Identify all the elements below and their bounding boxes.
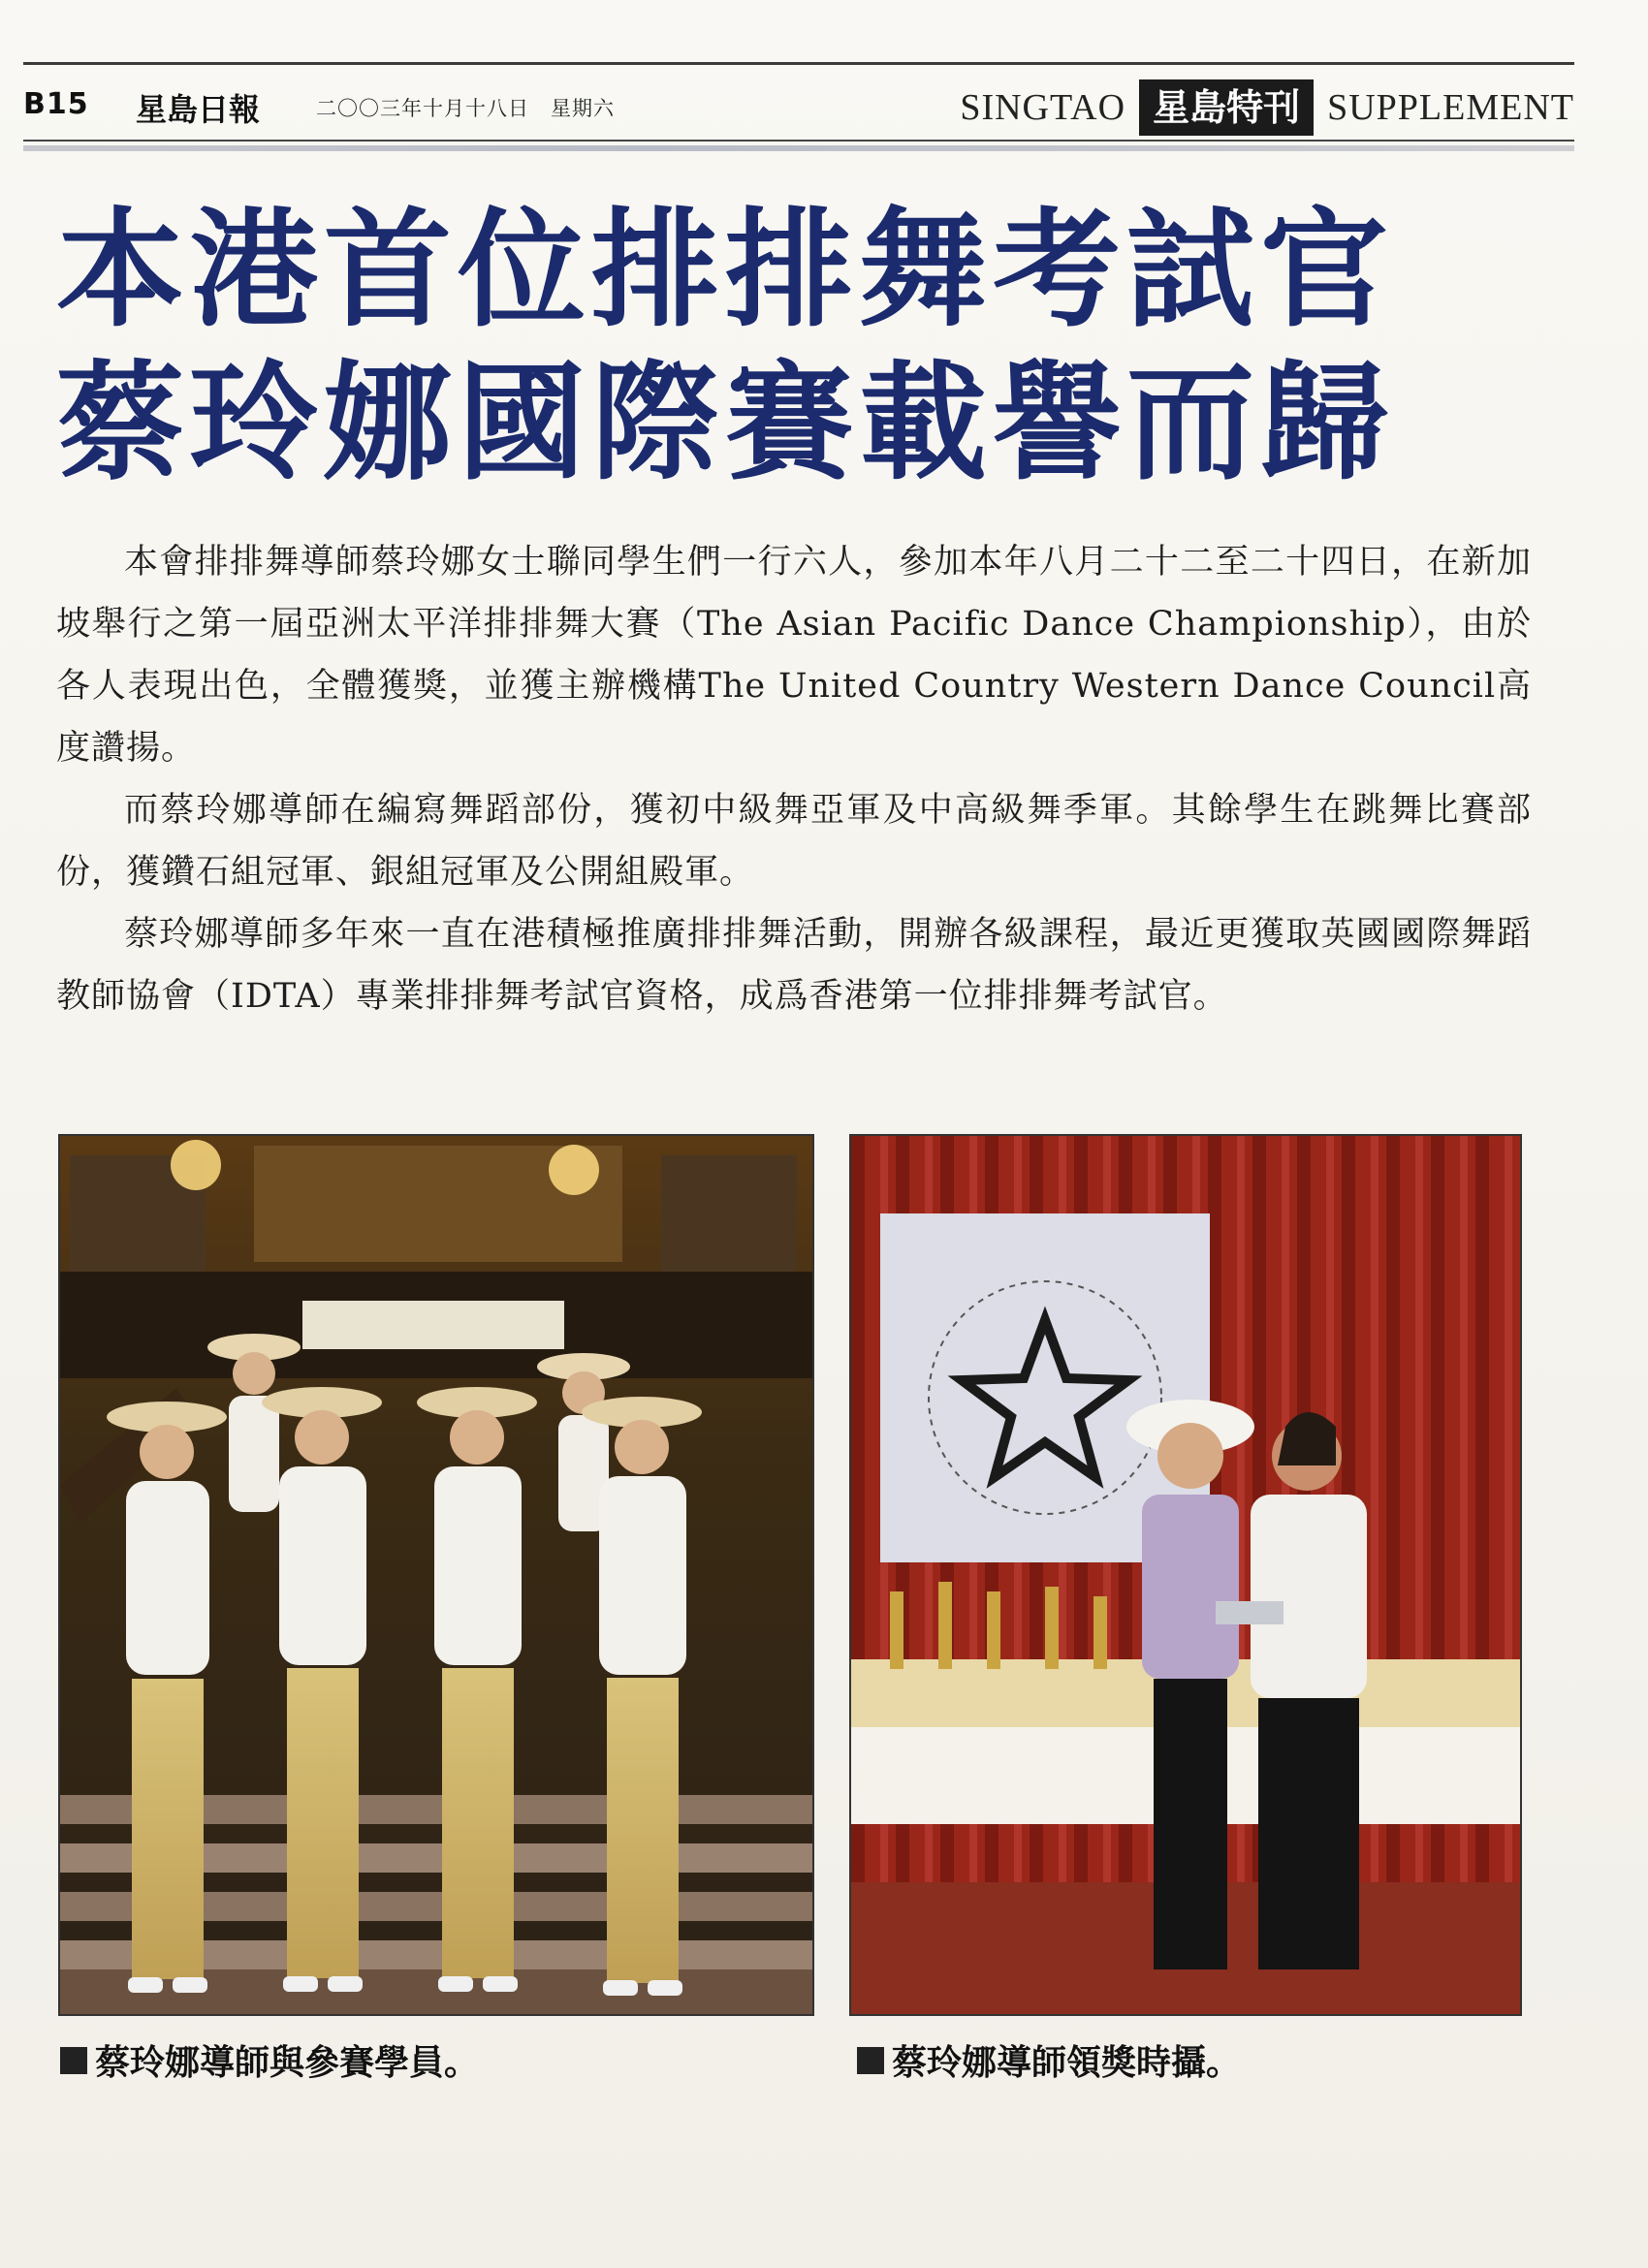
- caption-bullet: [857, 2047, 884, 2074]
- caption-left-text: 蔡玲娜導師與參賽學員。: [95, 2043, 480, 2083]
- header-band: [23, 145, 1574, 151]
- photo-award: [849, 1134, 1522, 2016]
- page-number: B15: [23, 87, 89, 121]
- issue-date: 二〇〇三年十月十八日 星期六: [316, 97, 615, 120]
- caption-right-text: 蔡玲娜導師領獎時攝。: [892, 2043, 1242, 2083]
- headline-line-1: 本港首位排排舞考試官: [56, 195, 1394, 345]
- article-paragraph: 本會排排舞導師蔡玲娜女士聯同學生們一行六人，參加本年八月二十二至二十四日，在新加坡舉行之第一屆亞洲太平洋排排舞大賽（The Asian Pacific Dance Championship），由於各人表現出色，全體獲獎，並獲主辦機構The United Country Western Dance Council高度讚揚。: [56, 543, 1532, 768]
- caption-bullet: [60, 2047, 87, 2074]
- article-paragraph: 而蔡玲娜導師在編寫舞蹈部份，獲初中級舞亞軍及中高級舞季軍。其餘學生在跳舞比賽部份，獲鑽石組冠軍、銀組冠軍及公開組殿軍。: [56, 791, 1532, 892]
- brand-supplement: SUPPLEMENT: [1327, 87, 1574, 128]
- section-brand: [960, 79, 1574, 136]
- article-paragraph: 蔡玲娜導師多年來一直在港積極推廣排排舞活動，開辦各級課程，最近更獲取英國國際舞蹈教師協會（IDTA）專業排排舞考試官資格，成爲香港第一位排排舞考試官。: [56, 915, 1532, 1016]
- top-rule: [23, 62, 1574, 65]
- caption-right: [857, 2035, 1241, 2085]
- header-rule: [23, 140, 1574, 142]
- photo-dancers: [58, 1134, 814, 2016]
- headline-line-2: 蔡玲娜國際賽載譽而歸: [56, 348, 1394, 498]
- brand-supplement-badge: 星島特刊: [1139, 79, 1314, 136]
- caption-left: [60, 2035, 479, 2085]
- dancers-illustration: [60, 1136, 812, 2014]
- article-body: [56, 531, 1532, 1027]
- page-header: [23, 79, 1574, 138]
- masthead: 星島日報: [136, 91, 261, 128]
- headline: [56, 194, 1549, 500]
- award-illustration: [851, 1136, 1520, 2014]
- brand-singtao: SINGTAO: [960, 87, 1126, 128]
